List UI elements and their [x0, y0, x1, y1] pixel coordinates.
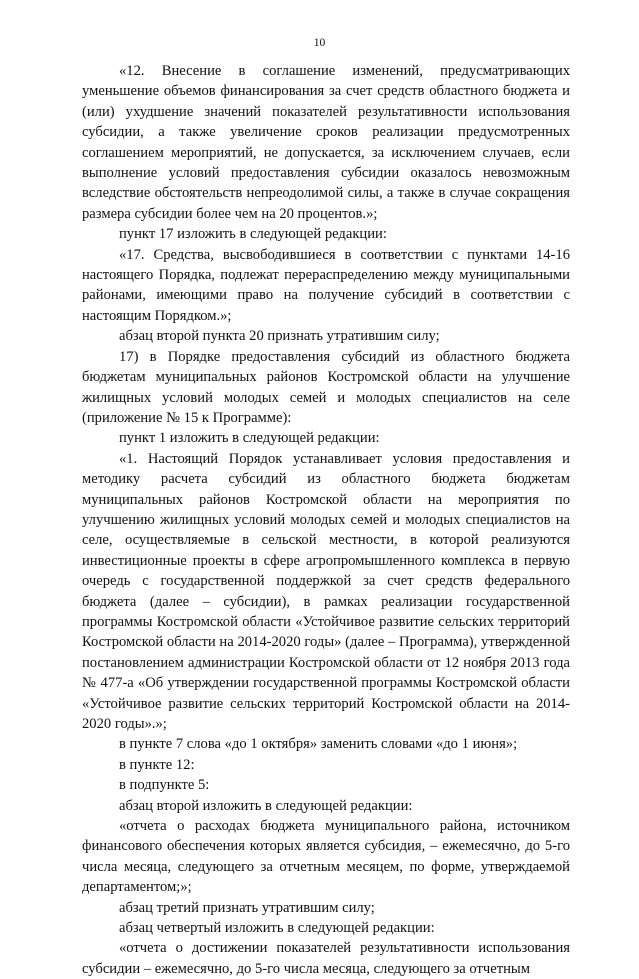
paragraph-performance-report: «отчета о достижении показателей результативности использования субсидии – ежемесячно, до 5-го числа месяца, следующего за отчетным	[82, 940, 570, 977]
document-body	[82, 61, 570, 979]
paragraph-amend-point-12: «12. Внесение в соглашение изменений, предусматривающих уменьшение объемов финансирования за счет средств областного бюджета и (или) ухудшение значений показателей результативности использования субсидии, а также увеличение сроков реализации предусмотренных соглашением мероприятий, не допускается, за исключением случаев, если выполнение условий предоставления субсидии оказалось невозможным вследствие обстоятельств непреодолимой силы, а также в случае сокращения размера субсидии более чем на 20 процентов.»;	[82, 63, 570, 222]
paragraph-instruction-point-1: пункт 1 изложить в следующей редакции:	[119, 430, 380, 447]
paragraph-point-7-change: в пункте 7 слова «до 1 октября» заменить словами «до 1 июня»;	[119, 736, 518, 753]
paragraph-point-20-repeal: абзац второй пункта 20 признать утратившим силу;	[119, 328, 440, 345]
page-number: 10	[313, 37, 326, 49]
paragraph-point-12: в пункте 12:	[119, 756, 195, 773]
paragraph-expense-report: «отчета о расходах бюджета муниципального района, источником финансового обеспечения которых является субсидия, – ежемесячно, до 5-го числа месяца, следующего за отчетным месяцем, по форме, утверждаемой департаментом;»;	[82, 818, 570, 896]
paragraph-third-para-repeal: абзац третий признать утратившим силу;	[119, 899, 375, 916]
paragraph-new-point-1: «1. Настоящий Порядок устанавливает условия предоставления и методику расчета субсидий из областного бюджета бюджетам муниципальных районов Костромской области на мероприятия по улучшению жилищных условий молодых семей и молодых специалистов на селе, осуществляемые в сельской местности, в которой реализуются инвестиционные проекты в сфере агропромышленного комплекса в первую очередь с государственной поддержкой за счет средств федерального бюджета (далее – субсидии), в рамках реализации государственной программы Костромской области «Устойчивое развитие сельских территорий Костромской области на 2014-2020 годы» (далее – Программа), утвержденной постановлением администрации Костромской области от 12 ноября 2013 года № 477-а «Об утверждении государственной программы Костромской области «Устойчивое развитие сельских территорий Костромской области на 2014-2020 годы».»;	[82, 450, 570, 732]
paragraph-new-point-17: «17. Средства, высвободившиеся в соответствии с пунктами 14-16 настоящего Порядка, подлежат перераспределению между муниципальными районами, имеющими право на получение субсидий в соответствии с настоящим Порядком.»;	[82, 246, 570, 324]
paragraph-second-para-instruction: абзац второй изложить в следующей редакции:	[119, 797, 413, 814]
paragraph-subpoint-5: в подпункте 5:	[119, 777, 210, 794]
paragraph-fourth-para-instruction: абзац четвертый изложить в следующей редакции:	[119, 920, 435, 937]
paragraph-item-17-heading: 17) в Порядке предоставления субсидий из областного бюджета бюджетам муниципальных районов Костромской области на улучшение жилищных условий молодых семей и молодых специалистов на селе (приложение № 15 к Программе):	[82, 348, 570, 426]
paragraph-instruction-point-17: пункт 17 изложить в следующей редакции:	[119, 226, 387, 243]
